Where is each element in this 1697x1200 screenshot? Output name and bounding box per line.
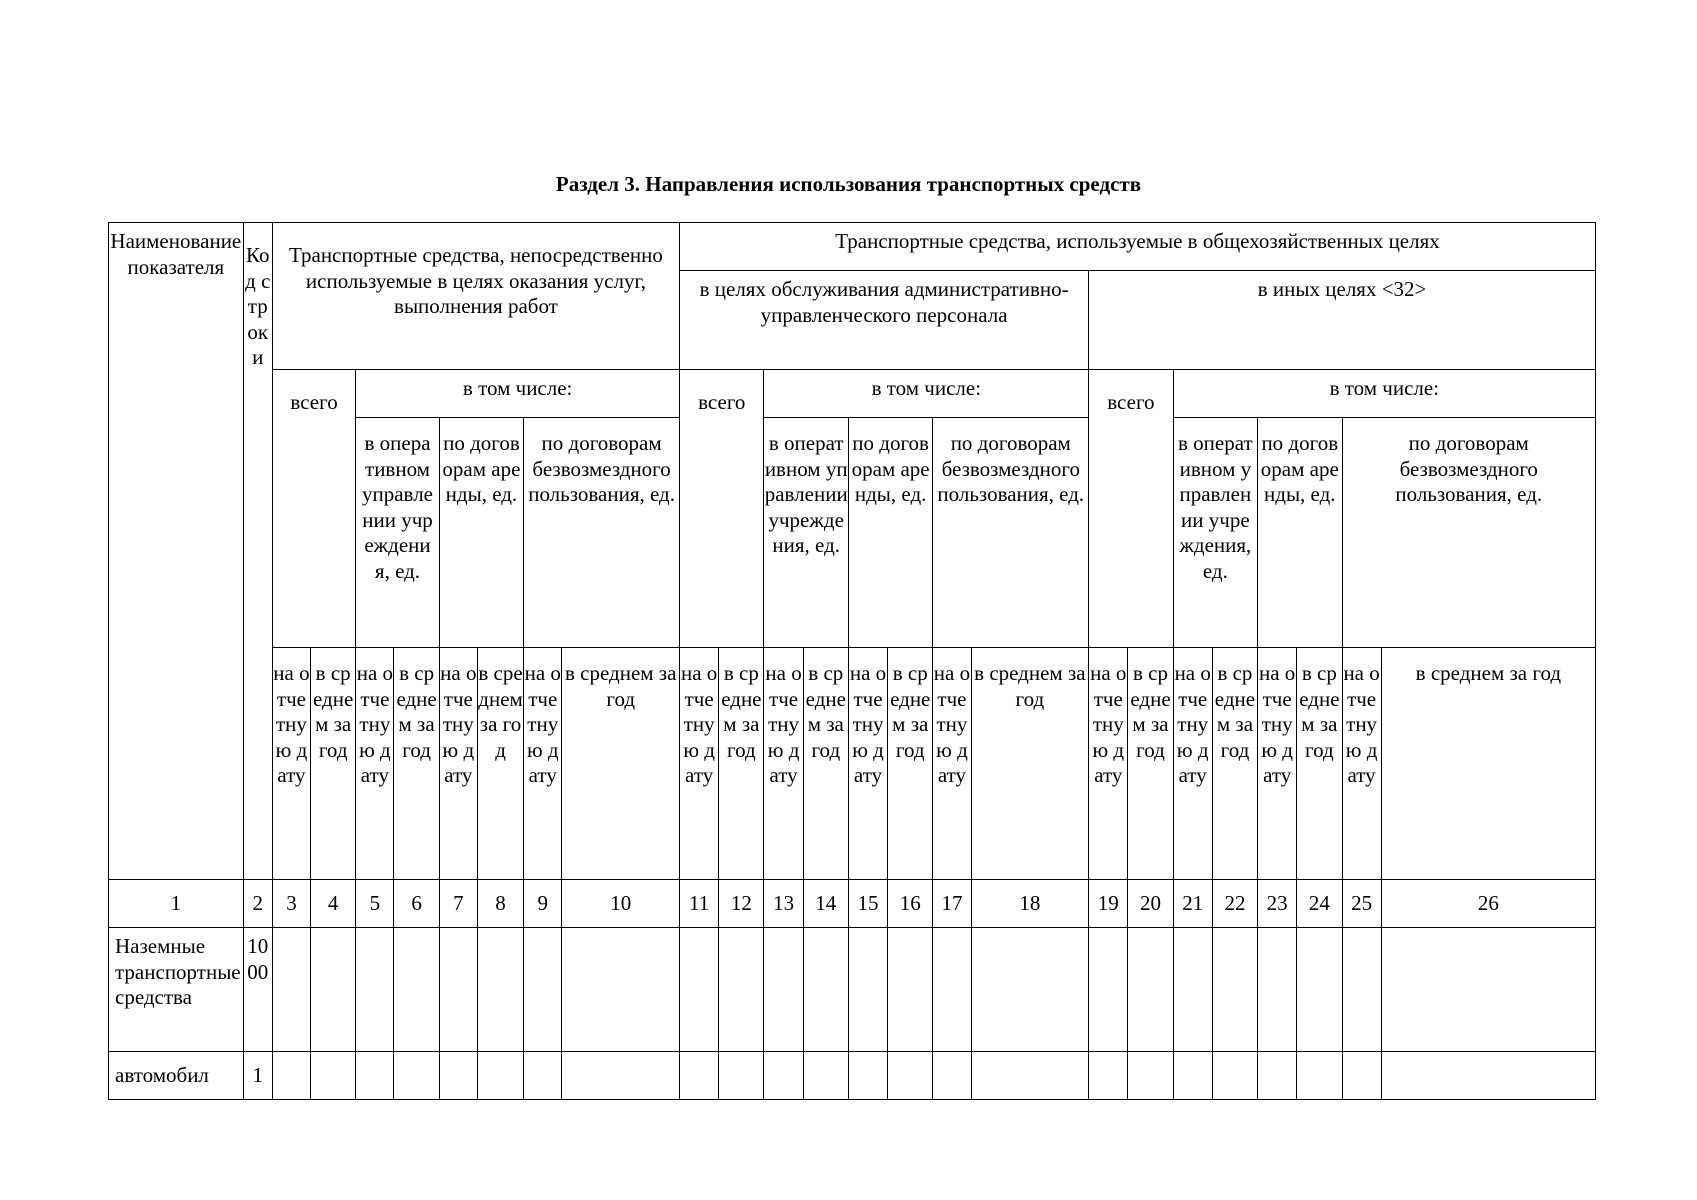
data-cell[interactable] [272,928,310,1052]
data-cell[interactable] [439,928,477,1052]
header-avg-year: в среднем за год [394,648,439,880]
column-number: 13 [764,880,803,928]
column-number: 1 [109,880,244,928]
column-number: 11 [680,880,719,928]
header-avg-year: в среднем за год [311,648,356,880]
data-cell[interactable] [848,928,887,1052]
header-including-admin: в том числе: [764,370,1089,418]
header-operative-admin: в оперативном управлении учреждения, ед. [764,418,848,648]
data-cell[interactable] [1089,1052,1128,1100]
header-code-column: Код строки [243,223,272,880]
column-number: 17 [933,880,971,928]
header-avg-year: в среднем за год [719,648,764,880]
header-avg-year: в среднем за год [1381,648,1595,880]
row-name: Наземные транспортные средства [109,928,244,1052]
data-cell[interactable] [848,1052,887,1100]
data-cell[interactable] [888,928,933,1052]
column-number: 24 [1297,880,1342,928]
column-number: 19 [1089,880,1128,928]
data-cell[interactable] [439,1052,477,1100]
data-cell[interactable] [719,1052,764,1100]
data-cell[interactable] [971,1052,1089,1100]
row-code: 1 [243,1052,272,1100]
transport-usage-table [108,222,1596,1100]
data-cell[interactable] [562,928,680,1052]
data-cell[interactable] [562,1052,680,1100]
data-cell[interactable] [1128,928,1173,1052]
header-rent-direct: по договорам аренды, ед. [439,418,523,648]
data-cell[interactable] [764,1052,803,1100]
column-number: 10 [562,880,680,928]
header-avg-year: в среднем за год [1297,648,1342,880]
column-number: 22 [1212,880,1257,928]
data-cell[interactable] [1212,928,1257,1052]
header-name-column: Наименование показателя [109,223,244,880]
header-avg-year: в среднем за год [971,648,1089,880]
header-including-direct: в том числе: [356,370,680,418]
column-number: 6 [394,880,439,928]
column-number: 8 [477,880,523,928]
header-at-date: на отчетную дату [764,648,803,880]
header-at-date: на отчетную дату [439,648,477,880]
header-at-date: на отчетную дату [933,648,971,880]
column-number: 4 [311,880,356,928]
header-at-date: на отчетную дату [848,648,887,880]
header-at-date: на отчетную дату [680,648,719,880]
data-cell[interactable] [1128,1052,1173,1100]
table-row [109,1052,1596,1100]
column-number: 15 [848,880,887,928]
data-cell[interactable] [272,1052,310,1100]
header-free-use-other: по договорам безвозмездного пользования, ед. [1342,418,1596,648]
column-number: 21 [1173,880,1212,928]
data-cell[interactable] [971,928,1089,1052]
data-cell[interactable] [1342,1052,1381,1100]
header-at-date: на отчетную дату [1342,648,1381,880]
column-number: 3 [272,880,310,928]
header-avg-year: в среднем за год [1212,648,1257,880]
column-number: 23 [1258,880,1297,928]
column-number: 12 [719,880,764,928]
data-cell[interactable] [394,1052,439,1100]
column-number: 18 [971,880,1089,928]
data-cell[interactable] [356,1052,394,1100]
header-rent-other: по договорам аренды, ед. [1258,418,1342,648]
table-row [109,928,1596,1052]
header-avg-year: в среднем за год [888,648,933,880]
header-at-date: на отчетную дату [524,648,562,880]
header-total-other: всего [1089,370,1173,648]
data-cell[interactable] [1258,928,1297,1052]
data-cell[interactable] [1173,1052,1212,1100]
data-cell[interactable] [680,928,719,1052]
data-cell[interactable] [803,928,848,1052]
column-number: 5 [356,880,394,928]
column-number: 16 [888,880,933,928]
data-cell[interactable] [803,1052,848,1100]
header-rent-admin: по договорам аренды, ед. [848,418,932,648]
data-cell[interactable] [356,928,394,1052]
data-cell[interactable] [311,928,356,1052]
column-number: 26 [1381,880,1595,928]
data-cell[interactable] [311,1052,356,1100]
data-cell[interactable] [719,928,764,1052]
header-avg-year: в среднем за год [1128,648,1173,880]
data-cell[interactable] [1297,928,1342,1052]
data-cell[interactable] [1342,928,1381,1052]
header-total-direct: всего [272,370,355,648]
column-number: 25 [1342,880,1381,928]
header-avg-year: в среднем за год [803,648,848,880]
data-cell[interactable] [888,1052,933,1100]
header-at-date: на отчетную дату [1258,648,1297,880]
data-cell[interactable] [394,928,439,1052]
header-general-use: Транспортные средства, используемые в общехозяйственных целях [680,223,1596,271]
header-admin-staff: в целях обслуживания административно-управленческого персонала [680,271,1089,370]
column-number: 2 [243,880,272,928]
header-including-other: в том числе: [1173,370,1595,418]
header-free-use-admin: по договорам безвозмездного пользования, ед. [933,418,1089,648]
data-cell[interactable] [1297,1052,1342,1100]
header-at-date: на отчетную дату [356,648,394,880]
column-number: 14 [803,880,848,928]
row-code: 1000 [243,928,272,1052]
header-at-date: на отчетную дату [1173,648,1212,880]
data-cell[interactable] [1258,1052,1297,1100]
data-cell[interactable] [524,928,562,1052]
column-number: 9 [524,880,562,928]
data-cell[interactable] [933,928,971,1052]
row-name: автомобил [109,1052,244,1100]
data-cell[interactable] [764,928,803,1052]
data-cell[interactable] [1212,1052,1257,1100]
column-number: 7 [439,880,477,928]
data-cell[interactable] [1089,928,1128,1052]
header-total-admin: всего [680,370,764,648]
data-cell[interactable] [680,1052,719,1100]
header-other-purposes: в иных целях <32> [1089,271,1596,370]
data-cell[interactable] [524,1052,562,1100]
header-free-use-direct: по договорам безвозмездного пользования, ед. [524,418,680,648]
data-cell[interactable] [1381,1052,1595,1100]
section-title: Раздел 3. Направления использования транспортных средств [555,172,1142,196]
header-operative-direct: в оперативном управлении учреждения, ед. [356,418,439,648]
data-cell[interactable] [477,1052,523,1100]
header-at-date: на отчетную дату [272,648,310,880]
data-cell[interactable] [933,1052,971,1100]
header-avg-year: в среднем за год [562,648,680,880]
data-cell[interactable] [1173,928,1212,1052]
column-number: 20 [1128,880,1173,928]
header-at-date: на отчетную дату [1089,648,1128,880]
header-direct-use: Транспортные средства, непосредственно используемые в целях оказания услуг, выполнения работ [272,223,679,370]
data-cell[interactable] [1381,928,1595,1052]
header-avg-year: в среднем за год [477,648,523,880]
data-cell[interactable] [477,928,523,1052]
header-operative-other: в оперативном управлении учреждения, ед. [1173,418,1257,648]
